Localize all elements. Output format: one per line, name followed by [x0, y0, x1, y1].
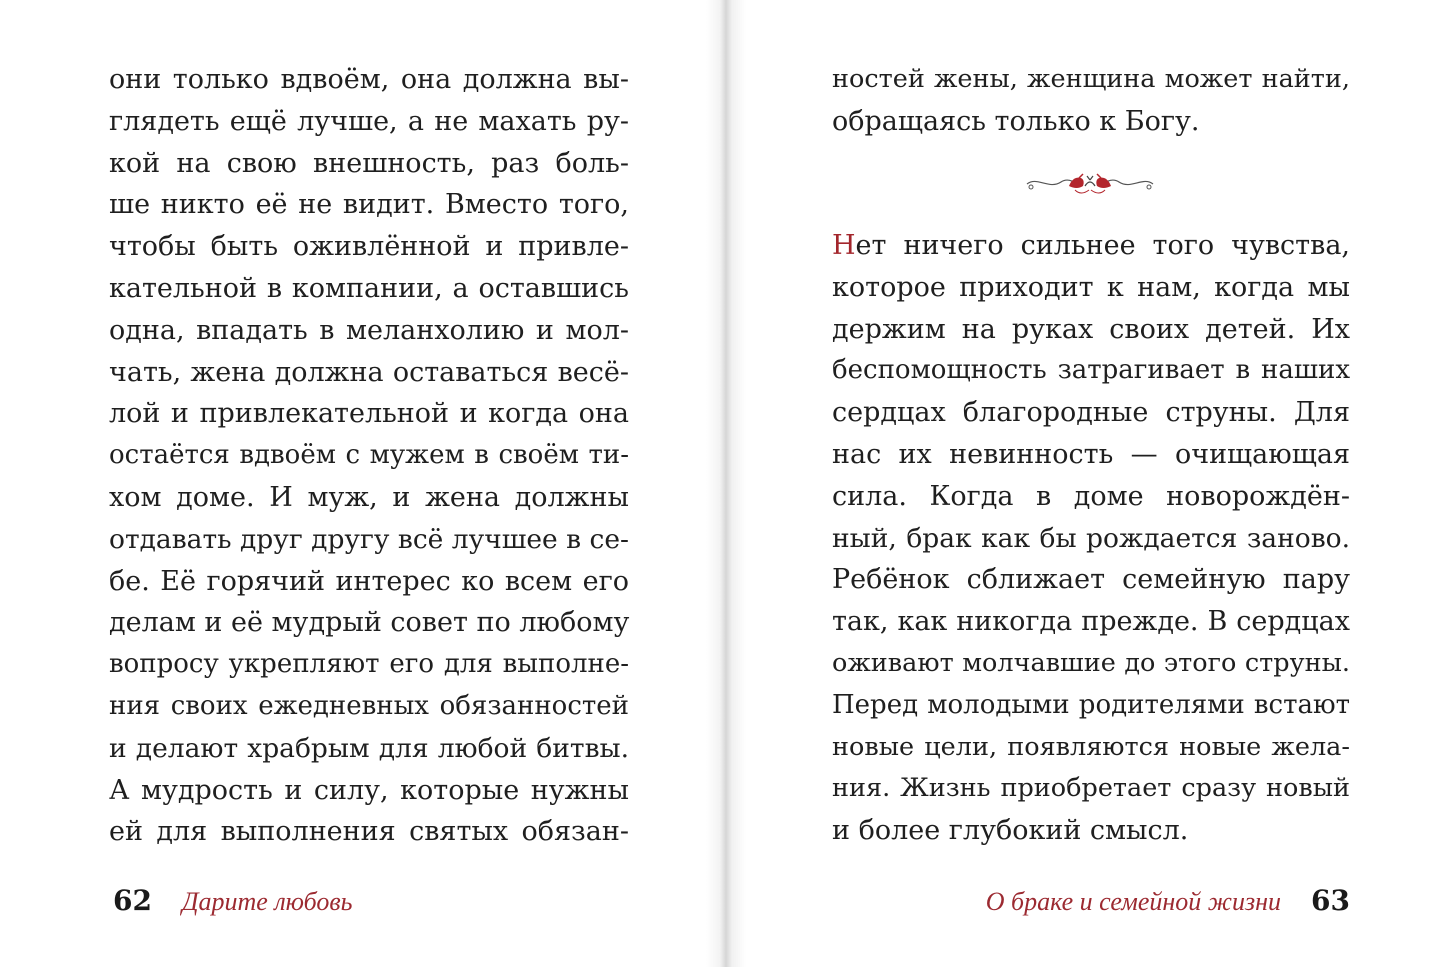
text-line: и более глубокий смысл.	[832, 815, 1189, 847]
text-line: они только вдвоём, она должна вы-	[109, 64, 629, 95]
text-line: новые цели, появляются новые жела-	[832, 731, 1350, 762]
running-title: Дарите любовь	[181, 887, 353, 916]
text-line: ния своих ежедневных обязанностей	[109, 690, 629, 721]
text-line: которое приходит к нам, когда мы	[832, 271, 1350, 303]
text-line: бе. Её горячий интерес ко всем его	[109, 565, 629, 597]
page-number: 62	[113, 884, 152, 917]
text-line: ный, брак как бы рождается заново.	[832, 522, 1350, 554]
text-line: чать, жена должна оставаться весё-	[109, 356, 629, 388]
text-line: ностей жены, женщина может найти,	[832, 64, 1350, 94]
text-line: сила. Когда в доме новорождён-	[832, 480, 1350, 512]
left-page	[0, 0, 720, 967]
running-title: О браке и семейной жизни	[985, 887, 1282, 916]
text-line: вопросу укрепляют его для выполне-	[109, 649, 629, 680]
text-line: А мудрость и силу, которые нужны	[109, 774, 629, 806]
text-line: чтобы быть оживлённой и привле-	[109, 231, 629, 263]
page-number: 63	[1311, 884, 1350, 917]
left-page-text	[109, 59, 629, 853]
text-line: Перед молодыми родителями встают	[832, 689, 1350, 720]
text-line: обращаясь только к Богу.	[832, 105, 1200, 137]
text-line: отдавать друг другу всё лучшее в се-	[109, 523, 629, 555]
first-line-text: ет ничего сильнее того чувства,	[855, 230, 1350, 261]
left-page-footer	[113, 884, 353, 924]
text-line: делам и её мудрый совет по любому	[109, 607, 630, 639]
text-line: нас их невинность — очищающая	[832, 438, 1350, 470]
text-line: кой на свою внешность, раз боль-	[109, 147, 629, 179]
text-line: лой и привлекательной и когда она	[109, 398, 629, 430]
text-line: ше никто её не видит. Вместо того,	[109, 189, 629, 221]
right-page-text	[832, 225, 1350, 852]
text-line: оживают молчавшие до этого струны.	[832, 647, 1350, 678]
text-line: остаётся вдвоём с мужем в своём ти-	[109, 440, 629, 471]
text-line: беспомощность затрагивает в наших	[832, 355, 1350, 386]
birds-ornament-icon	[1023, 168, 1157, 200]
right-page-footer	[986, 884, 1350, 924]
text-line: так, как никогда прежде. В сердцах	[832, 606, 1350, 638]
right-page	[722, 0, 1445, 967]
text-line: и делают храбрым для любой битвы.	[109, 732, 629, 764]
text-line: Ребёнок сближает семейную пару	[832, 564, 1350, 596]
text-line: сердцах благородные струны. Для	[832, 397, 1350, 429]
text-line	[832, 225, 1350, 267]
text-line: держим на руках своих детей. Их	[832, 313, 1350, 345]
drop-cap: Н	[832, 230, 856, 261]
text-line: ния. Жизнь приобретает сразу новый	[832, 773, 1350, 804]
text-line: хом доме. И муж, и жена должны	[109, 481, 629, 513]
text-line: ей для выполнения святых обязан-	[109, 816, 629, 848]
text-line: глядеть ещё лучше, а не махать ру-	[109, 105, 629, 137]
text-line: кательной в компании, а оставшись	[109, 272, 629, 304]
text-line: одна, впадать в меланхолию и мол-	[109, 314, 629, 346]
right-page-top-text	[832, 59, 1350, 143]
